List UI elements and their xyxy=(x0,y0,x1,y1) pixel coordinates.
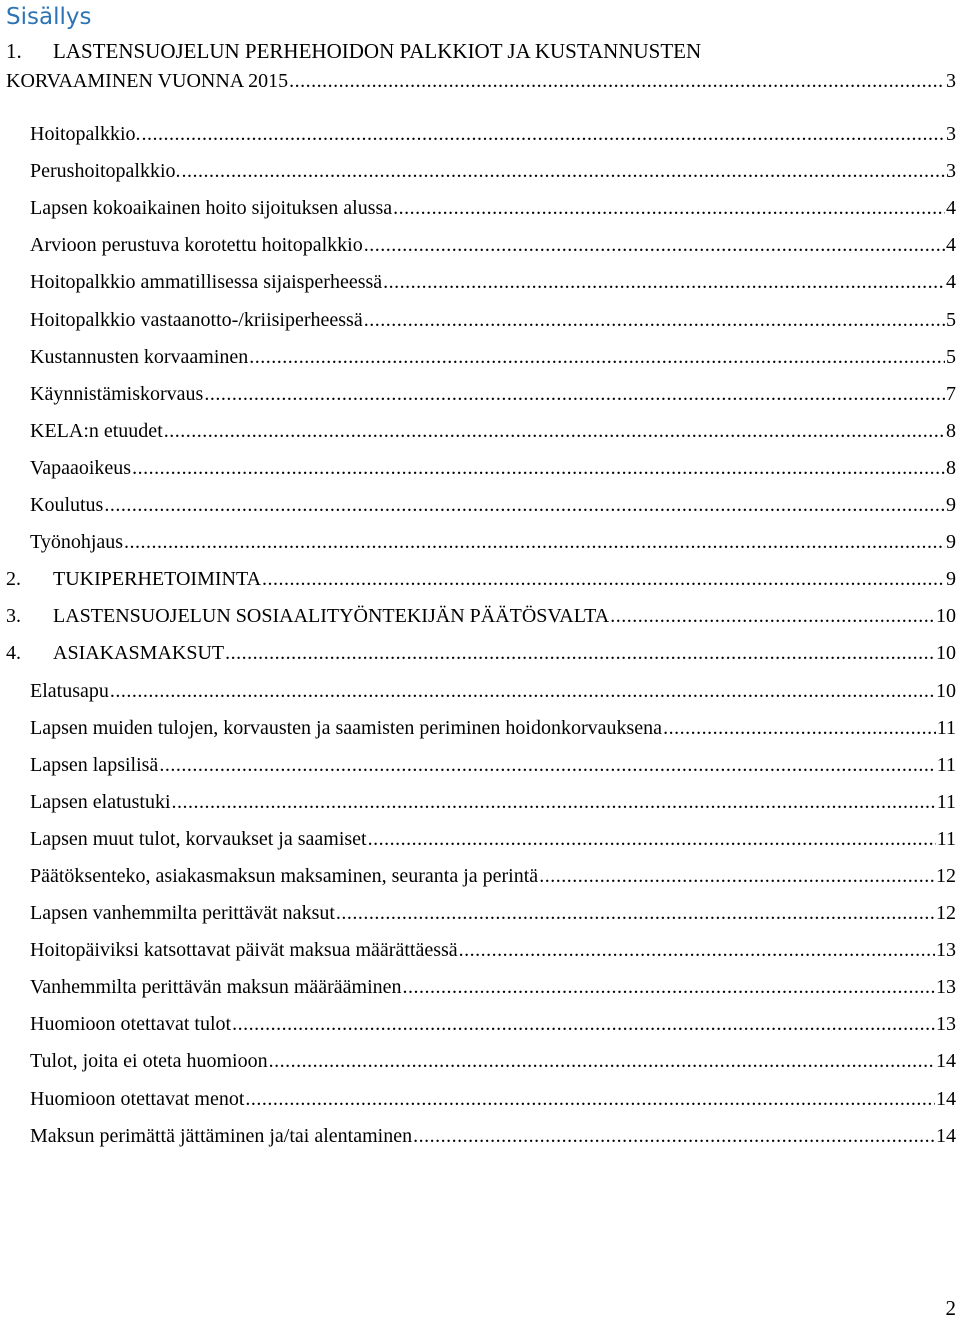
toc-entry-text: Hoitopäiviksi katsottavat päivät maksua määrättäessä xyxy=(30,939,458,962)
toc-page-number: 13 xyxy=(936,939,956,962)
toc-entry-text: Käynnistämiskorvaus xyxy=(30,382,204,405)
toc-page-number: 12 xyxy=(936,902,956,925)
dot-leader xyxy=(204,381,945,407)
toc-entry-text: Elatusapu xyxy=(30,679,109,702)
toc-entry[interactable] xyxy=(0,370,960,407)
toc-entry-text: Hoitopalkkio vastaanotto-/kriisiperheessä xyxy=(30,308,363,331)
toc-page-number: 13 xyxy=(936,1013,956,1036)
dot-leader xyxy=(245,1086,935,1112)
toc-entry-number: 2. xyxy=(6,568,21,591)
toc-entry-text: Lapsen lapsilisä xyxy=(30,753,159,776)
toc-entry-text: LASTENSUOJELUN SOSIAALITYÖNTEKIJÄN PÄÄTÖSVALTA xyxy=(53,605,610,628)
toc-page-number: 10 xyxy=(936,605,956,628)
toc-entry-text: Hoitopalkkio. xyxy=(30,123,141,146)
dot-leader xyxy=(232,1011,935,1037)
toc-page-number: 5 xyxy=(946,345,956,368)
toc-page-number: 7 xyxy=(946,382,956,405)
toc-page-number: 14 xyxy=(936,1087,956,1110)
toc-entry-text: Huomioon otettavat menot xyxy=(30,1087,245,1110)
dot-leader xyxy=(182,158,945,184)
toc-entry[interactable] xyxy=(0,926,960,963)
toc-entry-text: Huomioon otettavat tulot xyxy=(30,1013,232,1036)
toc-entry[interactable] xyxy=(0,407,960,444)
dot-leader xyxy=(610,603,935,629)
toc-entry[interactable] xyxy=(0,184,960,221)
toc-entry[interactable] xyxy=(0,444,960,481)
dot-leader xyxy=(164,418,945,444)
toc-page-number: 9 xyxy=(946,494,956,517)
toc-entry[interactable] xyxy=(0,1112,960,1149)
toc-entry[interactable] xyxy=(0,704,960,741)
toc-entry[interactable] xyxy=(0,481,960,518)
toc-entry-text: KELA:n etuudet xyxy=(30,419,163,442)
dot-leader xyxy=(159,752,935,778)
dot-leader xyxy=(364,232,945,258)
page-number: 2 xyxy=(945,1296,956,1320)
toc-page-number: 11 xyxy=(936,753,956,776)
toc-entry-number: 3. xyxy=(6,605,21,628)
toc-entry[interactable] xyxy=(0,852,960,889)
toc-page-number: 3 xyxy=(946,70,956,92)
table-of-contents xyxy=(0,36,960,1149)
toc-title: Sisällys xyxy=(6,4,92,30)
toc-entry-text: KORVAAMINEN VUONNA 2015 xyxy=(6,70,289,92)
toc-page-number: 12 xyxy=(936,864,956,887)
toc-entry[interactable] xyxy=(0,741,960,778)
toc-entry-text: Lapsen kokoaikainen hoito sijoituksen alussa xyxy=(30,197,393,220)
toc-entry-text: Perushoitopalkkio. xyxy=(30,160,181,183)
toc-page-number: 10 xyxy=(936,679,956,702)
toc-page-number: 11 xyxy=(936,716,956,739)
toc-entry-text: Maksun perimättä jättäminen ja/tai alentaminen xyxy=(30,1124,413,1147)
toc-entry-text: Koulutus xyxy=(30,494,104,517)
toc-page-number: 13 xyxy=(936,976,956,999)
dot-leader xyxy=(249,344,945,370)
dot-leader xyxy=(225,640,935,666)
toc-page-number: 4 xyxy=(946,234,956,257)
toc-entry[interactable] xyxy=(0,147,960,184)
toc-entry-text: Lapsen vanhemmilta perittävät naksut xyxy=(30,902,335,925)
toc-entry-text: TUKIPERHETOIMINTA xyxy=(53,568,262,591)
toc-entry[interactable] xyxy=(0,963,960,1000)
toc-entry[interactable] xyxy=(0,333,960,370)
dot-leader xyxy=(124,529,945,555)
toc-entry-text: Hoitopalkkio ammatillisessa sijaisperheessä xyxy=(30,271,383,294)
dot-leader xyxy=(336,900,935,926)
dot-leader xyxy=(663,715,936,741)
dot-leader xyxy=(269,1048,935,1074)
toc-entry-text: Kustannusten korvaaminen xyxy=(30,345,249,368)
dot-leader xyxy=(142,121,945,147)
toc-entry-main[interactable] xyxy=(0,36,960,110)
dot-leader xyxy=(104,492,945,518)
toc-entry-text: Lapsen elatustuki xyxy=(30,790,171,813)
toc-entry-text: Päätöksenteko, asiakasmaksun maksaminen, seuranta ja perintä xyxy=(30,864,539,887)
toc-entry-text: Arvioon perustuva korotettu hoitopalkkio xyxy=(30,234,363,257)
toc-entry-text: Lapsen muiden tulojen, korvausten ja saamisten periminen hoidonkorvauksena xyxy=(30,716,663,739)
dot-leader xyxy=(539,863,935,889)
toc-entry[interactable] xyxy=(0,778,960,815)
toc-entry-main[interactable] xyxy=(0,592,960,629)
dot-leader xyxy=(368,826,936,852)
toc-entry[interactable] xyxy=(0,1037,960,1074)
dot-leader xyxy=(172,789,936,815)
toc-page-number: 3 xyxy=(946,123,956,146)
toc-entry-main[interactable] xyxy=(0,555,960,592)
toc-entry-text: Työnohjaus xyxy=(30,531,124,554)
toc-entry-text: LASTENSUOJELUN PERHEHOIDON PALKKIOT JA KUSTANNUSTEN xyxy=(53,39,702,63)
toc-page-number: 8 xyxy=(946,419,956,442)
toc-entry[interactable] xyxy=(0,666,960,703)
toc-entry[interactable] xyxy=(0,295,960,332)
toc-page-number: 11 xyxy=(936,790,956,813)
dot-leader xyxy=(110,678,935,704)
toc-page-number: 5 xyxy=(946,308,956,331)
toc-entry[interactable] xyxy=(0,1074,960,1111)
dot-leader xyxy=(403,974,935,1000)
toc-page-number: 8 xyxy=(946,456,956,479)
toc-entry[interactable] xyxy=(0,221,960,258)
dot-leader xyxy=(393,195,945,221)
toc-entry[interactable] xyxy=(0,518,960,555)
dot-leader xyxy=(289,68,945,94)
toc-entry-continuation xyxy=(0,62,960,94)
toc-entry-text: ASIAKASMAKSUT xyxy=(53,642,225,665)
toc-entry-main[interactable] xyxy=(0,629,960,666)
toc-page-number: 10 xyxy=(936,642,956,665)
dot-leader xyxy=(132,455,945,481)
toc-entry-text: Vanhemmilta perittävän maksun määrääminen xyxy=(30,976,402,999)
toc-entry-text: Tulot, joita ei oteta huomioon xyxy=(30,1050,268,1073)
toc-page-number: 4 xyxy=(946,271,956,294)
toc-entry[interactable] xyxy=(0,258,960,295)
toc-entry-number: 1. xyxy=(6,39,22,63)
toc-entry-text: Lapsen muut tulot, korvaukset ja saamiset xyxy=(30,827,367,850)
toc-page-number: 9 xyxy=(946,568,956,591)
toc-entry[interactable] xyxy=(0,110,960,147)
dot-leader xyxy=(459,937,935,963)
toc-entry-number: 4. xyxy=(6,642,21,665)
dot-leader xyxy=(383,269,945,295)
toc-page-number: 14 xyxy=(936,1050,956,1073)
toc-page-number: 4 xyxy=(946,197,956,220)
toc-page-number: 11 xyxy=(936,827,956,850)
toc-entry[interactable] xyxy=(0,1000,960,1037)
dot-leader xyxy=(262,566,945,592)
toc-page-number: 14 xyxy=(936,1124,956,1147)
toc-page-number: 9 xyxy=(946,531,956,554)
dot-leader xyxy=(364,307,945,333)
toc-entry[interactable] xyxy=(0,815,960,852)
toc-entry-text: Vapaaoikeus xyxy=(30,456,132,479)
dot-leader xyxy=(413,1123,935,1149)
toc-page-number: 3 xyxy=(946,160,956,183)
toc-entry[interactable] xyxy=(0,889,960,926)
